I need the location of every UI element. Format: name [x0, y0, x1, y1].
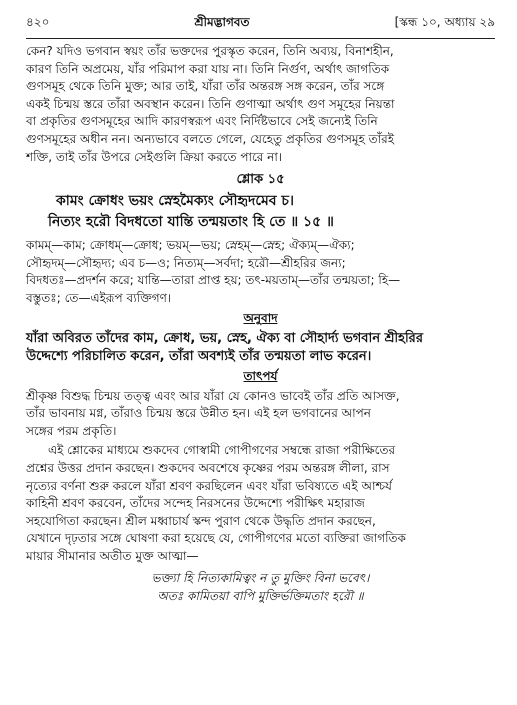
synonyms-paragraph: [26, 237, 495, 307]
translation-heading: অনুবাদ: [243, 310, 278, 325]
purport-line: কাহিনী শ্রবণ করবেন, তাঁদের সন্দেহ নিরসনের উদ্দেশ্যে পরীক্ষিৎ মহারাজ: [26, 496, 365, 511]
intro-line: গুণসমূহের অধীন নন। অন্যভাবে বলতে গেলে, যেহেতু প্রকৃতির গুণসমূহ তাঁরই: [26, 131, 395, 146]
purport-heading: তাৎপর্য: [243, 368, 278, 383]
chapter-reference: [স্কন্ধ ১০, অধ্যায় ২৯: [394, 15, 495, 29]
intro-line: শক্তি, তাই তাঁর উপরে সেইগুলি ক্রিয়া করতে পারে না।: [26, 149, 283, 164]
quote-line: ভক্ত্যা হি নিত্যকামিত্বং ন তু মুক্তিং বিনা ভবেৎ।: [151, 571, 370, 586]
verse-line-1: কামং ক্রোধং ভয়ং স্নেহমৈক্যং সৌহৃদমেব চ।: [56, 193, 294, 210]
purport-line: নৃত্যের বর্ণনা শুরু করলে যাঁরা শ্রবণ করছিলেন এবং যাঁরা ভবিষ্যতে এই আশ্চর্য: [26, 478, 392, 493]
synonyms-line: বস্তুতঃ; তে—এইরূপ ব্যক্তিগণ।: [26, 290, 172, 305]
synonyms-line: কামম্—কাম; ক্রোধম্—ক্রোধ; ভয়ম্—ভয়; স্নেহম্—স্নেহ; ঐক্যম্—ঐক্য;: [26, 238, 355, 253]
page-header: [26, 8, 495, 39]
purport-line: সঙ্গের পরম প্রকৃতি।: [26, 423, 117, 438]
intro-paragraph: [26, 43, 495, 166]
scripture-quote: [26, 569, 495, 605]
purport-paragraph-2: [26, 442, 495, 565]
translation-text: [26, 330, 495, 366]
quote-line: অতঃ কামিতয়া বাপি মুক্তির্ভক্তিমতাং হরৌ ॥: [157, 589, 364, 604]
intro-line: কারণ তিনি অপ্রমেয়, যাঁর পরিমাপ করা যায় না। তিনি নির্গুণ, অর্থাৎ জাগতিক: [26, 61, 390, 76]
page-number: ৪২০: [26, 15, 50, 29]
translation-line: যাঁরা অবিরত তাঁদের কাম, ক্রোধ, ভয়, স্নেহ, ঐক্য বা সৌহার্দ্য ভগবান শ্রীহরির: [26, 330, 423, 346]
intro-line: একই চিন্ময় স্তরে তাঁরা অবস্থান করেন। তিনি গুণাত্মা অর্থাৎ গুণ সমূহের নিয়ন্তা: [26, 96, 395, 111]
verse-line-2: নিত্যং হরৌ বিদধতো যান্তি তন্ময়তাং হি তে ॥ ১৫ ॥: [48, 214, 334, 231]
sloka-verse: [26, 191, 495, 233]
sloka-heading: শ্লোক ১৫: [236, 172, 285, 188]
intro-line: গুণসমূহ থেকে তিনি মুক্ত; আর তাই, যাঁরা তাঁর অন্তরঙ্গ সঙ্গ করেন, তাঁর সঙ্গে: [26, 79, 385, 94]
purport-line: যেখানে দৃঢ়তার সঙ্গে ঘোষণা করা হয়েছে যে, গোপীগণের মতো ব্যক্তিরা জাগতিক: [26, 531, 406, 546]
purport-line: সহযোগিতা করছেন। শ্রীল মধ্বাচার্য স্কন্দ পুরাণ থেকে উদ্ধৃতি প্রদান করছেন,: [26, 513, 376, 528]
purport-line: প্রশ্নের উত্তর প্রদান করছেন। শুকদেব অবশেষে কৃষ্ণের পরম অন্তরঙ্গ লীলা, রাস: [26, 460, 390, 475]
intro-line: কেন? যদিও ভগবান স্বয়ং তাঁর ভক্তদের পুরস্কৃত করেন, তিনি অব্যয়, বিনাশহীন,: [26, 44, 394, 58]
purport-paragraph-1: [26, 388, 495, 441]
synonyms-line: সৌহৃদম্—সৌহৃদ্য; এব চ—ও; নিত্যম্—সর্বদা; হরৌ—শ্রীহরির জন্য;: [26, 255, 346, 270]
synonyms-line: বিদধতঃ—প্রদর্শন করে; যান্তি—তারা প্রাপ্ত হয়; তৎ-ময়তাম্—তাঁর তন্ময়তা; হি—: [26, 273, 401, 288]
purport-line: মায়ার সীমানার অতীত মুক্ত আত্মা—: [26, 548, 199, 563]
translation-line: উদ্দেশ্যে পরিচালিত করেন, তাঁরা অবশ্যই তাঁর তন্ময়তা লাভ করেন।: [26, 348, 372, 364]
intro-line: বা প্রকৃতির গুণসমূহের আদি কারণস্বরূপ এবং নির্দিষ্টভাবে সেই জন্যেই তিনি: [26, 114, 378, 129]
book-title: শ্রীমদ্ভাগবত: [194, 15, 250, 29]
purport-line: তাঁর ভাবনায় মগ্ন, তাঁরাও চিন্ময় স্তরে উন্নীত হন। এই হল ভগবানের আপন: [26, 406, 371, 421]
purport-line: এই শ্লোকের মাধ্যমে শুকদেব গোস্বামী গোপীগণের সম্বন্ধে রাজা পরীক্ষিতের: [48, 443, 396, 458]
purport-line: শ্রীকৃষ্ণ বিশুদ্ধ চিন্ময় তত্ত্ব এবং আর যাঁরা যে কোনও ভাবেই তাঁর প্রতি আসক্ত,: [26, 388, 400, 403]
